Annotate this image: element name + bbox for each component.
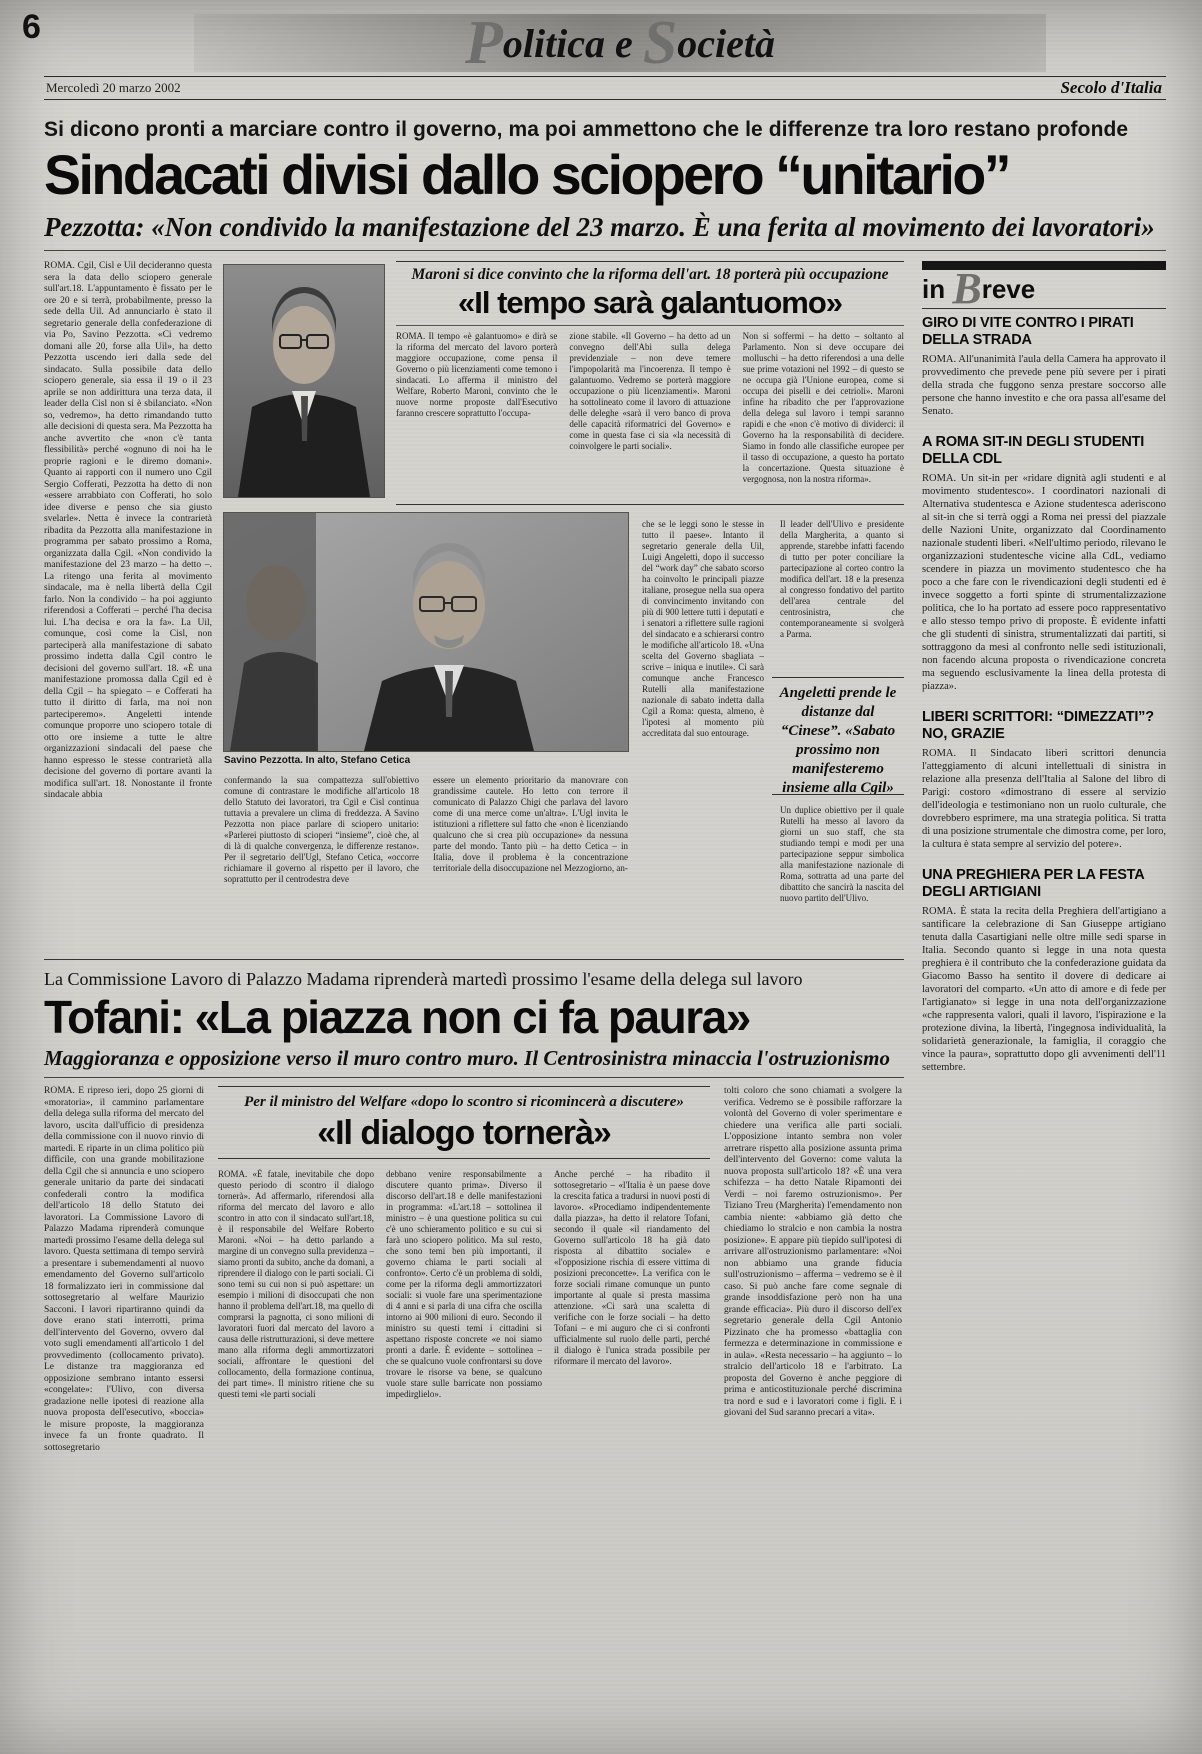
sidebar-item-title: A ROMA SIT-IN DEGLI STUDENTI DELLA CDL xyxy=(922,434,1145,467)
sidebar-item-body: ROMA. È stata la recita della Preghiera dell'artigiano a santificare la celebrazione di San Giuseppe artigiano tenuta dalla Casartigiani nelle oltre mille sedi sparse in Italia. Secondo quanto si legge in una nota questa preghiera è il contributo che la confederazione guidata da Giacomo Basso ha sentito il dovere di dedicare ai lavoratori del comparto. «Un atto di amore e di fede per l'artigianato» si legge in una nota dell'organizzazione «che rappresenta valori, quali il lavoro, l'ispirazione e la protezione divina, la libertà, l'ingegnosa individualità, la solidarietà generazionale, la famiglia, il coraggio che vince la paura», soprattutto dopo gli avvenimenti dell'11 settembre. xyxy=(922,906,1166,1073)
dialog-box-col2: debbano venire responsabilmente a discutere quanto prima». Diverso il discorso dell'art.18 e delle manifestazioni in programma: «L'art.18 – sottolinea il ministro – è una questione politica su cui c'è uno schieramento politico e su cui si farà uno sciopero politico. Ma sul resto, che sono temi ben più importanti, il governo chiama le parti sociali al confronto». Certo c'è un problema di soldi, come per la riforma degli ammortizzatori sociali: si vuole fare una sperimentazione di 4 anni e si parla di una cifra che oscilla intorno ai 900 milioni di euro. Secondo il ministro su questi temi i cittadini si aspettano risposte concrete «e noi siamo pronti a darle. È evidente – sottolinea – che se qualcuno vuole confrontarsi su dove trovare le risorse va bene, se qualcuno vuole stare sulle barricate non possiamo impedirglielo». xyxy=(386,1169,542,1399)
sidebar-item-liberi-scrittori xyxy=(922,709,1166,851)
sidebar-item-body: ROMA. Un sit-in per «ridare dignità agli studenti e al movimento studentesco». I coordinatori nazionali di Alternativa studentesca e Azione studentesca aderiscono al sit-in che si terrà oggi a Roma nei pressi del piazzale delle Nazioni Unite, organizzato dal Coordinamento nazionale studenti liberi. «Nell'ultimo periodo, rilevano le organizzazioni studentesche vicine alla CdL, vediamo scendere in piazza un movimento studentesco che ha poco a che fare con le rivendicazioni degli studenti ed è invece soggetto a forti spinte di strumentalizzazione politica, che lo ha portato ad essere poco rappresentativo e allo stesso tempo privo di proposte. È evidente infatti che gli studenti di sinistra, strumentalizzati dai partiti, si sottraggono da mesi al confronto nelle sedi istituzionali, non facendo alcuna proposta o rivendicazione concreta ma seguendo esclusivamente la linea della protesta di piazza». xyxy=(922,473,1166,692)
lead-article-body xyxy=(44,261,904,945)
sidebar-title-initial: B xyxy=(952,264,982,313)
sidebar-title xyxy=(922,264,1166,313)
sidebar-item-title: UNA PREGHIERA PER LA FESTA DEGLI ARTIGIANI xyxy=(922,867,1144,900)
box-article-col3: Non si soffermi – ha detto – soltanto al Parlamento. Non si deve occupare dei molluschi – ha detto riferendosi a una delle sue prime votazioni nel 1992 – di questo se ne occupa già l'Unione europea, come si occupa dei piselli e dei cetrioli». Maroni infine ha ribadito che per l'approvazione della delega sul lavoro i tempi saranno rapidi e che «non c'è motivo di dividerci: il Governo ha la responsabilità di decidere. Siamo in fondo alle classifiche europee per il tasso di occupazione, a questo ha portato la concertazione. Questa situazione è vergognosa, non la nostra riforma». xyxy=(742,331,904,484)
sidebar-item-preghiera-artigiani xyxy=(922,867,1166,1074)
pull-quote: Angeletti prende le distanze dal “Cinese”. «Sabato prossimo non manifesteremo insieme alla Cgil» xyxy=(772,677,904,795)
second-article-kicker: La Commissione Lavoro di Palazzo Madama riprenderà martedì prossimo l'esame della delega sul lavoro xyxy=(44,969,803,989)
box-article-headline: «Il tempo sarà galantuomo» xyxy=(396,286,904,326)
sidebar-title-rest: reve xyxy=(981,274,1036,304)
dialog-box-col3: Anche perché – ha ribadito il sottosegretario – «l'Italia è un paese dove la crescita fatica a tradursi in nuovi posti di lavoro». «Procediamo indipendentemente dalla piazza», ha detto il relatore Tofani, secondo il quale «il riandamento del Governo sull'articolo 18 ha già dato risposta al dibattito sociale» e «l'opposizione rischia di essere vittima di posizioni preconcette». La verifica con le forze sociali rimane comunque un punto importante al quale si presta massima attenzione. «Ci sarà una scaletta di verifiche con le forze sociali – ha detto Tofani – e mi auguro che ci si confronti ufficialmente sul ruolo delle parti, perché il dialogo è l'unica strada possibile per riformare il mercato del lavoro». xyxy=(554,1169,710,1366)
second-article-headline: Tofani: «La piazza non ci fa paura» xyxy=(44,991,750,1043)
sidebar-item-body: ROMA. Il Sindacato liberi scrittori denuncia l'atteggiamento di alcuni intellettuali di sinistra in relazione alla presenza dell'Italia al Salone del libro di Parigi: costoro «dimostrano di essere al servizio dell'ideologia e testimoniano non un ruolo culturale, che dovrebbero esprimere, ma una strategia politica. Si tratta di una posizione strumentale che dimostra come, per loro, la cultura è stata sempre al servizio del potere». xyxy=(922,748,1166,850)
sidebar-in-breve xyxy=(922,261,1166,1730)
lead-column-a: che se le leggi sono le stesse in tutto il paese». Intanto il segretario generale della Uil, Luigi Angeletti, dopo il successo del “work day” che sabato scorso ha coinvolto le principali piazze italiane, prosegue nella sua opera di convincimento invitando con più di 900 lettere tutti i deputati e i senatori a riflettere sulle ragioni del sindacato e a schierarsi contro le modifiche all'articolo 18. «Una scelta del Governo sbagliata – scrive – iniqua e inutile». Ci sarà comunque anche Francesco Rutelli alla manifestazione nazionale di sabato indetta dalla Cgil a Roma: questa, almeno, è l'ipotesi al momento più accreditata dal suo entourage. xyxy=(642,519,764,738)
masthead-part2: ocietà xyxy=(677,20,776,66)
photo-stefano-cetica xyxy=(224,265,384,497)
second-article-subhead: Maggioranza e opposizione verso il muro contro muro. Il Centrosinistra minaccia l'ostruzionismo xyxy=(44,1046,904,1078)
box-article-col1: ROMA. Il tempo «è galantuomo» e dirà se la riforma del mercato del lavoro porterà maggiore occupazione, come pensa il Governo o più licenziamenti come temono i sindacati. Lo afferma il ministro del Welfare, Roberto Maroni, convinto che le nuove norme proposte dall'Esecutivo faranno crescere soprattutto l'occupa- xyxy=(396,331,558,418)
page-number: 6 xyxy=(22,8,41,46)
box-article-col2: zione stabile. «Il Governo – ha detto ad un convegno dell'Abi sulla delega previdenziale – non deve temere l'impopolarità ma l'incoerenza. Il tempo è galantuomo. Vedremo se porterà maggiore occupazione o più licenziamenti». Maroni ha sottolineato come il lavoro di attuazione delle deleghe «sarà il vero banco di prova delle capacità riformatrici del Governo» e come in questa fase ci sia «la necessità di coinvolgere le parti sociali». xyxy=(569,331,731,451)
photo-caption: Savino Pezzotta. In alto, Stefano Cetica xyxy=(224,755,411,766)
lead-headline: Sindacati divisi dallo sciopero “unitario” xyxy=(44,143,1010,206)
dateline-row xyxy=(44,76,1166,100)
box-article-kicker: Maroni si dice convinto che la riforma dell'art. 18 porterà più occupazione xyxy=(411,266,889,283)
main-content-column xyxy=(44,261,904,1730)
sidebar-title-in: in xyxy=(922,274,953,304)
box-article-maroni xyxy=(396,261,904,505)
sidebar-item-body: ROMA. All'unanimità l'aula della Camera ha approvato il provvedimento che prevede pene più severe per i pirati della strada che fuggono senza prestare soccorso alle persone che hanno investito e che ora passa all'esame del Senato. xyxy=(922,354,1166,417)
portrait-photo-graphic xyxy=(224,265,384,497)
second-column-right: tolti coloro che sono chiamati a svolgere la verifica. Vedremo se è possibile rafforzare la volontà del Governo di voler sperimentare e chiedere una verifica alle parti sociali. L'opposizione intanto sembra non voler arretrare rispetto alla posizione assunta prima dell'intervento del Governo: come valuta la nuova proposta sull'articolo 18? «È una vera schifezza – ha detto Natale Ripamonti dei Verdi – noi faremo ostruzionismo». Per Tiziano Treu (Margherita) l'emendamento non cambia niente: «abbiamo già detto che chiediamo lo stralcio e non cambia la nostra posizione». E appare più tiepido sull'ipotesi di arrivare all'ostruzionismo parlamentare: «Noi non abbiamo una grande fiducia sull'ostruzionismo – afferma – vedremo se è il caso. Si può anche fare come segnale di grande insoddisfazione però non ha una grande efficacia». Più duro il discorso dell'ex segretario generale della Cgil Antonio Pizzinato che ha promesso «battaglia con fermezza e determinazione in commissione e in aula». «Resta necessario – ha aggiunto – lo stralcio dell'articolo 18 e l'arbitrato. La proposta del Governo è anche peggiore di prima e anticostituzionale perché discrimina tra nord e sud e i lavoratori come i figli. E i giovani del Sud saranno precari a vita». xyxy=(724,1086,902,1418)
second-article-box xyxy=(218,1086,710,1730)
lead-column-bottom-1: confermando la sua compattezza sull'obiettivo comune di contrastare le modifiche all'articolo 18 dello Statuto dei lavoratori, tra Cgil e Cisl continua tuttavia a prevalere un clima di freddezza. A Savino Pezzotta non piace parlare di sciopero unitario: «Parlerei piuttosto di scioperi “insieme”, cioè che, al di là di qualche convergenza, le differenze restano». Per il segretario dell'Ugl, Stefano Cetica, «occorre richiamare il governo al rispetto per il lavoro, che soprattutto per il centrodestra deve xyxy=(224,775,419,884)
photo-savino-pezzotta xyxy=(224,513,628,751)
dialog-box-col1: ROMA. «È fatale, inevitabile che dopo questo periodo di scontro il dialogo tornerà». Ad affermarlo, riferendosi alla riforma del mercato del lavoro e allo scontro in atto con il sindacato sull'art.18, è il responsabile del Welfare Roberto Maroni. «Noi – ha detto parlando a margine di un convegno sulla previdenza – siamo pronti da subito, anche da domani, a riprendere il dialogo con le parti sociali. Ci sono temi su cui non si può aspettare: un esempio i milioni di disoccupati che non hanno il problema dell'art.18, ma quello di comprarsi la pagnotta, ci sono milioni di lavoratori fuori dal mercato del lavoro a causa delle ristrutturazioni, si deve mettere mano alla riforma degli ammortizzatori sociali, affrontare le questioni del collocamento, della formazione continua, dei part time». Il ministro ritiene che su questi temi «le parti sociali xyxy=(218,1169,374,1399)
section-masthead xyxy=(464,8,776,77)
lead-column-left: ROMA. Cgil, Cisl e Uil decideranno questa sera la data dello sciopero generale sull'art.18. L'appuntamento è fissato per le ore 20 e si terrà, probabilmente, presso la sede della Uil. Ad annunciarlo è stato il segretario generale della confederazione di via Po, Savino Pezzotta. «Ci vedremo domani alle 20, forse alla Uil», ha detto Pezzotta uscendo ieri dalla sede del sindacato. Sulla possibile data dello sciopero generale, sia essa il 19 o il 23 aprile se non addirittura una terza data, il leader della Cisl non si è sbilanciato. «Non so, vedremo», ha detto rimandando tutto alle decisioni di questa sera. Ma Pezzotta ha anche avvertito che «non c'è tanta flessibilità» perché «ognuno di noi ha le proprie ragioni e le diremo domani». Quanto ai rapporti con il numero uno Cgil Sergio Cofferati, Pezzotta ha detto di non «essere arrabbiato con Cofferati, ho solo idee diverse e penso che sia giusto svelarle». Netta è invece la contrarietà ribadita da Pezzotta alla manifestazione in programma per sabato prossimo a Roma, organizzata dalla Cgil. «Non condivido la manifestazione del 23 marzo – ha detto –. La ritengo una ferita al movimento sindacale, ma è nella libertà della Cgil farlo. Non la condivido – ha poi aggiunto riferendosi a Cofferati – perché l'ha decisa lui. L'ha decisa e ora la fa». La Uil, comunque, così come la Cisl, non parteciperà alla manifestazione di sabato prossimo indetta dalla Cgil contro le decisioni del governo sull'art. 18. «È una manifestazione promossa dalla Cgil ed è della Cgil – ha spiegato – e Cofferati ha tutto il diritto di farla, ma noi non parteciperemo». Angeletti intende comunque proporre uno sciopero totale di otto ore insieme a tutte le altre organizzazioni sindacali del paese che hanno espresso le stesse contrarietà alla decisione del governo di portare avanti la modifica sull'art. 18. Nonostante il fronte sindacale abbia xyxy=(44,261,212,800)
masthead-initial-p: P xyxy=(464,8,503,77)
paper-name: Secolo d'Italia xyxy=(1060,78,1162,97)
masthead-band xyxy=(194,8,1046,77)
lead-subhead: Pezzotta: «Non condivido la manifestazione del 23 marzo. È una ferita al movimento dei lavoratori» xyxy=(44,212,1166,251)
masthead-initial-s: S xyxy=(642,8,678,77)
sidebar-item-pirati-strada xyxy=(922,315,1166,418)
lead-column-b-bottom: Un duplice obiettivo per il quale Rutelli ha messo al lavoro da giorni un suo staff, che sta studiando tempi e modi per una partecipazione seppur simbolica alla manifestazione nazionale di Roma, sottratta ad una parte del dibattito che sancirà la nascita del nuovo partito dell'Ulivo. xyxy=(780,805,904,903)
dialog-box-headline: «Il dialogo tornerà» xyxy=(317,1114,611,1152)
second-column-left: ROMA. È ripreso ieri, dopo 25 giorni di «moratoria», il cammino parlamentare della delega sulla riforma del mercato del lavoro, uscita dall'ufficio di presidenza della commissione con il nuovo rinvio di martedì. E riparte in un clima politico più difficile, con una grande mobilitazione della Cgil che si annuncia e uno sciopero generale unitario da parte dei sindacati confederali contro la modifica dell'articolo 18 dello Statuto dei lavoratori. La Commissione Lavoro di Palazzo Madama riprenderà comunque martedì prossimo l'esame della delega sul lavoro. Questa settimana di tempo servirà a presentare i subemendamenti al nuovo emendamento del Governo sull'articolo 18 formalizzato ieri in commissione dal sottosegretario al welfare Maurizio Sacconi. I lavori ripartiranno quindi da dove erano stati interrotti, prima dell'intervento del Governo, ovvero dal voto sugli emendamenti all'articolo 1 del provvedimento (collocamento privato). Le distanze tra maggioranza ed opposizione sembrano intanto essersi «congelate»: l'Ulivo, con diversa gradazione nelle ipotesi di reazione alla nuova proposta dell'esecutivo, «boccia» le misure proposte, la maggioranza invece fa un fronte quadrato. Il sottosegretario xyxy=(44,1086,204,1453)
lead-column-b-top: Il leader dell'Ulivo e presidente della Margherita, a quanto si apprende, starebbe infatti facendo di tutto per poter conciliare la partecipazione al corteo contro la modifica dell'art. 18 e la presenza al congresso fondativo del partito dell'area centrale del centrosinistra, che contemporaneamente si svolgerà a Parma. xyxy=(780,519,904,639)
large-photo-graphic xyxy=(224,513,628,751)
sidebar-item-title: LIBERI SCRITTORI: “DIMEZZATI”? NO, GRAZIE xyxy=(922,709,1154,742)
issue-date: Mercoledì 20 marzo 2002 xyxy=(46,80,181,95)
dialog-box-kicker: Per il ministro del Welfare «dopo lo scontro si ricomincerà a discutere» xyxy=(244,1094,684,1110)
lead-kicker: Si dicono pronti a marciare contro il governo, ma poi ammettono che le differenze tra loro restano profonde xyxy=(44,118,1129,141)
sidebar-item-sit-in-studenti xyxy=(922,434,1166,693)
masthead-part1: olitica e xyxy=(502,20,643,66)
sidebar-item-title: GIRO DI VITE CONTRO I PIRATI DELLA STRADA xyxy=(922,315,1134,348)
lead-column-bottom-2: essere un elemento prioritario da manovrare con grandissime cautele. Ho letto con terrore il comunicato di Palazzo Chigi che parlava del lavoro come di una merce come un'altra». L'Ugl invita le istituzioni a riflettere sul fatto che «non è licenziando qualcuno che si crea più occupazione» da nessuna parte del mondo. Tanto più – ha detto Cetica – in Italia, dove il problema è la concentrazione territoriale della disoccupazione nel Mezzogiorno, an- xyxy=(433,775,628,873)
second-article xyxy=(44,959,904,1730)
